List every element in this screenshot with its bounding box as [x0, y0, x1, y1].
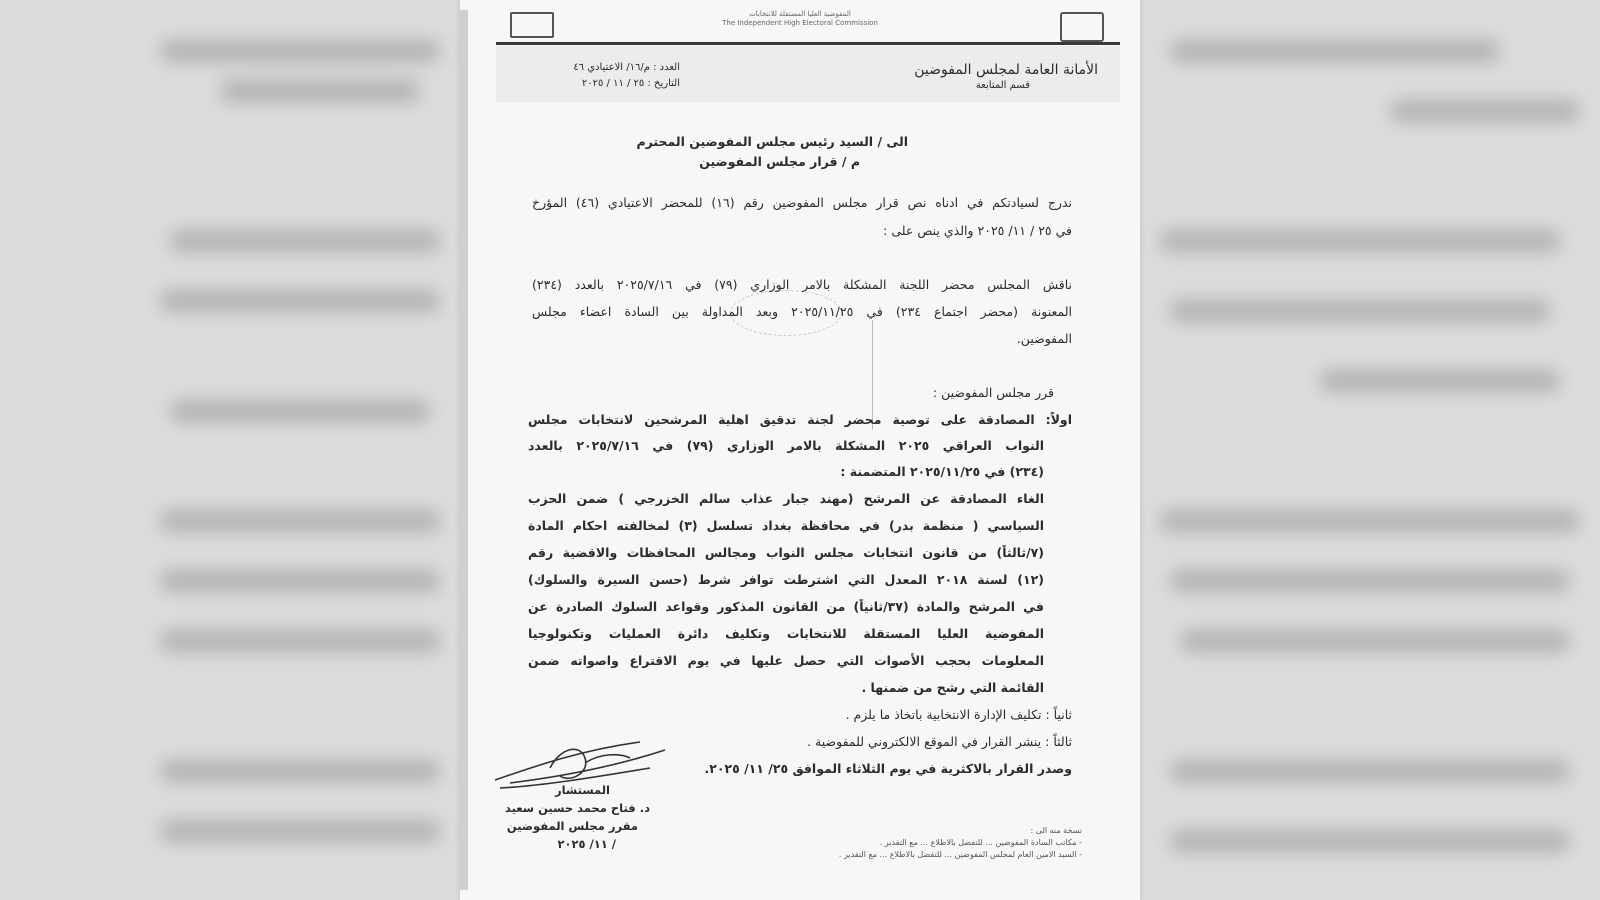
signature-date: / ١١/ ٢٠٢٥: [557, 837, 616, 851]
emblem-right-icon: [1060, 12, 1104, 42]
copies-line-2: - السيد الامين العام لمجلس المفوضين ... للتفضل بالاطلاع ... مع التقدير .: [838, 850, 1082, 859]
copies-line-1: - مكاتب السادة المفوضين ... للتفضل بالاطلاع ... مع التقدير .: [879, 838, 1082, 847]
decision-first-line: اولاً: المصادقة على توصية محضر لجنة تدقيق اهلية المرشحين لانتخابات مجلس: [528, 412, 1072, 427]
intro-line-2: في ٢٥ / ١١/ ٢٠٢٥ والذي ينص على :: [883, 223, 1072, 238]
decision-first-line: في المرشح والمادة (٣٧/ثانياً) من القانون المذكور وقواعد السلوك الصادرة عن: [528, 599, 1044, 614]
commission-name-ar: المفوضية العليا المستقلة للانتخابات: [749, 10, 851, 18]
decision-second: ثانياً : تكليف الإدارة الانتخابية باتخاذ ما يلزم .: [845, 707, 1072, 722]
decision-first-line: النواب العراقي ٢٠٢٥ المشكلة بالامر الوزاري (٧٩) في ٢٠٢٥/٧/١٦ بالعدد: [528, 438, 1044, 453]
para-line-1: ناقش المجلس محضر اللجنة المشكلة بالامر الوزاري (٧٩) في ٢٠٢٥/٧/١٦ بالعدد (٢٣٤): [532, 277, 1072, 292]
blurred-background-right: [1140, 0, 1600, 900]
para-line-3: المفوضين.: [1016, 331, 1072, 346]
department-title: الأمانة العامة لمجلس المفوضين: [914, 62, 1098, 78]
document-number: العدد : م/١٦/ الاعتيادي ٤٦: [573, 62, 680, 73]
signatory-title: المستشار: [554, 783, 610, 797]
commission-header: [720, 10, 880, 28]
document-date: التاريخ : ٢٥ / ١١ / ٢٠٢٥: [581, 78, 680, 89]
para-line-2: المعنونة (محضر اجتماع ٢٣٤) في ٢٠٢٥/١١/٢٥ وبعد المداولة بين السادة اعضاء مجلس: [532, 304, 1072, 319]
decision-first-line: (١٢) لسنة ٢٠١٨ المعدل التي اشترطت توافر شرط (حسن السيرة والسلوك): [528, 572, 1044, 587]
intro-line-1: ندرج لسيادتكم في ادناه نص قرار مجلس المفوضين رقم (١٦) للمحضر الاعتيادي (٤٦) المؤرخ: [532, 195, 1072, 210]
subject-line: م / قرار مجلس المفوضين: [699, 154, 860, 169]
decision-heading: قرر مجلس المفوضين :: [932, 385, 1054, 400]
decision-first-line: السياسي ( منظمة بدر) في محافظة بغداد تسلسل (٣) لمخالفته احكام المادة: [528, 518, 1044, 533]
addressee-line: الى / السيد رئيس مجلس المفوضين المحترم: [636, 134, 908, 149]
decision-first-line: (٧/ثالثاً) من قانون انتخابات مجلس النواب ومجالس المحافظات والاقضية رقم: [528, 545, 1044, 560]
signatory-role: مقرر مجلس المفوضين: [506, 819, 638, 833]
decision-first-line: (٢٣٤) في ٢٠٢٥/١١/٢٥ المتضمنة :: [840, 464, 1044, 479]
decision-first-line: المعلومات بحجب الأصوات التي حصل عليها في يوم الاقتراع واصواته ضمن: [528, 653, 1044, 668]
copies-heading: نسخة منه الى :: [1030, 826, 1082, 835]
commission-name-en: The Independent High Electoral Commission: [722, 19, 878, 27]
blurred-background-left: [0, 0, 460, 900]
emblem-left-icon: [510, 12, 554, 38]
decision-first-line: المفوضية العليا المستقلة للانتخابات وتكليف دائرة العمليات وتكنولوجيا: [528, 626, 1044, 641]
decision-third: ثالثاً : ينشر القرار في الموقع الالكتروني للمفوضية .: [807, 734, 1072, 749]
decision-issued: وصدر القرار بالاكثرية في يوم الثلاثاء الموافق ٢٥/ ١١/ ٢٠٢٥.: [704, 761, 1072, 776]
decision-first-line: الغاء المصادقة عن المرشح (مهند جبار عذاب سالم الخزرجي ) ضمن الحزب: [528, 491, 1044, 506]
signatory-name: د. فتاح محمد حسين سعيد: [504, 801, 650, 815]
decision-first-line: القائمة التي رشح من ضمنها .: [861, 680, 1044, 695]
header-rule: [496, 42, 1120, 45]
department-sub: قسم المتابعة: [975, 80, 1030, 91]
document-page: [460, 0, 1140, 900]
